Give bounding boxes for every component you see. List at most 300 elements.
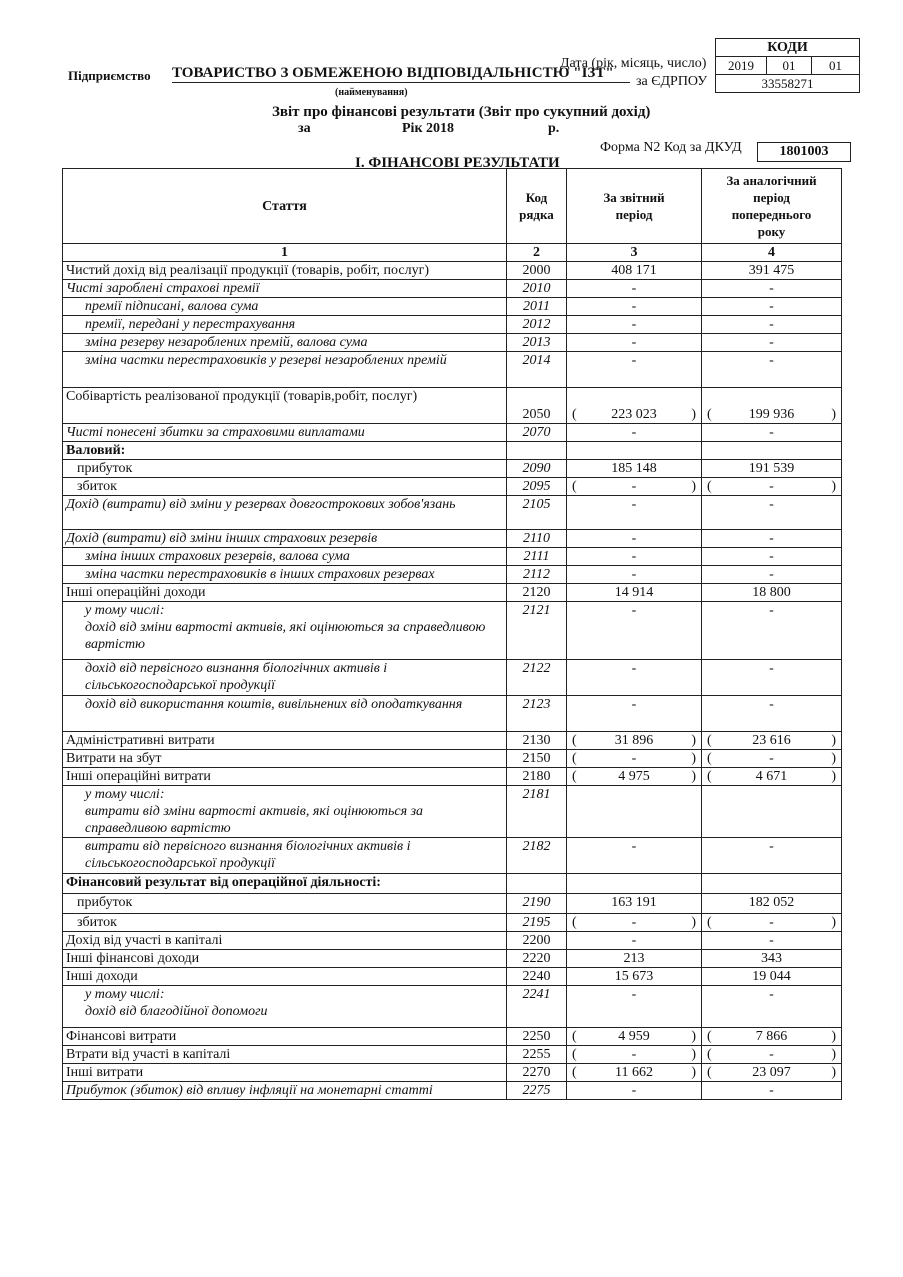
table-row	[63, 478, 842, 496]
row-current-value	[567, 894, 702, 914]
value-text: -	[769, 697, 774, 712]
close-paren: )	[831, 1029, 836, 1044]
row-label	[63, 1046, 507, 1064]
table-row	[63, 262, 842, 280]
close-paren: )	[691, 479, 696, 494]
value-text: 23 097	[752, 1065, 791, 1080]
row-current-value	[567, 838, 702, 874]
row-previous-value	[702, 334, 842, 352]
row-previous-value	[702, 352, 842, 388]
row-code: 2000	[507, 262, 567, 280]
value-text: -	[769, 353, 774, 368]
row-previous-value	[702, 750, 842, 768]
row-code: 2111	[507, 548, 567, 566]
value-text: 182 052	[748, 895, 795, 910]
row-label-text: збиток	[77, 479, 117, 494]
row-previous-value	[702, 950, 842, 968]
row-previous-value	[702, 316, 842, 334]
table-row	[63, 388, 842, 424]
row-previous-value	[702, 424, 842, 442]
date-year: 2019	[716, 57, 767, 75]
table-row	[63, 298, 842, 316]
table-row	[63, 530, 842, 548]
row-label	[63, 566, 507, 584]
row-code: 2220	[507, 950, 567, 968]
table-row	[63, 914, 842, 932]
header-previous: За аналогічний період попереднього року	[702, 169, 842, 244]
row-label-text: Витрати на збут	[66, 751, 162, 766]
open-paren: (	[572, 407, 577, 422]
row-previous-value	[702, 838, 842, 874]
date-month: 01	[767, 57, 812, 75]
row-previous-value	[702, 1028, 842, 1046]
row-previous-value	[702, 298, 842, 316]
row-current-value	[567, 1082, 702, 1100]
row-current-value	[567, 566, 702, 584]
value-text: -	[769, 661, 774, 676]
form-label: Форма N2 Код за ДКУД	[600, 140, 742, 155]
row-label-text: Інші фінансові доходи	[66, 951, 200, 966]
row-current-value	[567, 280, 702, 298]
row-previous-value	[702, 1082, 842, 1100]
row-label-text: Інші операційні доходи	[66, 585, 206, 600]
value-text: 15 673	[614, 969, 654, 984]
report-title: Звіт про фінансові результати (Звіт про сукупний дохід)	[272, 104, 651, 120]
table-row	[63, 786, 842, 838]
close-paren: )	[831, 479, 836, 494]
row-previous-value	[702, 496, 842, 530]
open-paren: (	[572, 1065, 577, 1080]
row-sublabel: у тому числі:	[85, 787, 165, 802]
row-label	[63, 298, 507, 316]
row-code: 2112	[507, 566, 567, 584]
row-label-text: Фінансові витрати	[66, 1029, 177, 1044]
row-current-value	[567, 262, 702, 280]
table-row	[63, 442, 842, 460]
row-label-text: зміна інших страхових резервів, валова сума	[85, 549, 350, 564]
row-label-text: Фінансовий результат від операційної діяльності:	[66, 875, 381, 890]
row-sublabel: у тому числі:	[85, 987, 165, 1002]
value-text: -	[631, 697, 637, 712]
row-label	[63, 732, 507, 750]
value-text: -	[769, 987, 774, 1002]
edrpou-label: за ЄДРПОУ	[636, 74, 708, 89]
table-row	[63, 334, 842, 352]
row-current-value	[567, 1028, 702, 1046]
value-text: -	[769, 497, 774, 512]
close-paren: )	[691, 751, 696, 766]
row-previous-value	[702, 768, 842, 786]
close-paren: )	[691, 1029, 696, 1044]
close-paren: )	[691, 1047, 696, 1062]
table-row	[63, 838, 842, 874]
row-label-text: премії підписані, валова сума	[85, 299, 259, 314]
value-text: -	[631, 915, 637, 930]
codes-title: КОДИ	[716, 39, 860, 57]
row-code: 2250	[507, 1028, 567, 1046]
row-previous-value	[702, 530, 842, 548]
row-code: 2090	[507, 460, 567, 478]
value-text: -	[631, 1047, 637, 1062]
value-text: -	[769, 281, 774, 296]
row-label	[63, 460, 507, 478]
table-row	[63, 584, 842, 602]
row-current-value	[567, 478, 702, 496]
row-code: 2070	[507, 424, 567, 442]
row-current-value	[567, 442, 702, 460]
row-previous-value	[702, 442, 842, 460]
row-previous-value	[702, 280, 842, 298]
open-paren: (	[572, 1029, 577, 1044]
row-previous-value	[702, 602, 842, 660]
value-text: 31 896	[614, 733, 654, 748]
value-text: 408 171	[611, 263, 657, 278]
value-text: -	[631, 335, 637, 350]
value-text: -	[631, 751, 637, 766]
value-text: -	[631, 497, 637, 512]
row-code: 2255	[507, 1046, 567, 1064]
row-current-value	[567, 530, 702, 548]
open-paren: (	[572, 733, 577, 748]
row-label-text: витрати від первісного визнання біологічних активів і сільськогосподарської продукції	[85, 839, 411, 871]
value-text: -	[631, 299, 637, 314]
open-paren: (	[707, 1065, 712, 1080]
row-label-text: Собівартість реалізованої продукції (товарів,робіт, послуг)	[66, 389, 418, 404]
row-label-text: Дохід від участі в капіталі	[66, 933, 223, 948]
row-label	[63, 442, 507, 460]
row-label-text: дохід від первісного визнання біологічних активів і сільськогосподарської продукції	[85, 661, 388, 693]
value-text: -	[631, 603, 637, 618]
row-label	[63, 838, 507, 874]
close-paren: )	[831, 733, 836, 748]
row-code: 2241	[507, 986, 567, 1028]
row-code: 2122	[507, 660, 567, 696]
row-label-text: Інші доходи	[66, 969, 138, 984]
row-label	[63, 986, 507, 1028]
row-current-value	[567, 334, 702, 352]
table-row	[63, 460, 842, 478]
row-current-value	[567, 874, 702, 894]
close-paren: )	[691, 915, 696, 930]
value-text: 11 662	[615, 1065, 653, 1080]
row-label-text: Чисті понесені збитки за страховими виплатами	[66, 425, 365, 440]
table-row	[63, 986, 842, 1028]
period-value: Рік 2018	[402, 121, 455, 136]
row-code: 2013	[507, 334, 567, 352]
row-label-text: витрати від зміни вартості активів, які оцінюються за справедливою вартістю	[85, 804, 424, 836]
close-paren: )	[691, 733, 696, 748]
table-row	[63, 424, 842, 442]
row-current-value	[567, 914, 702, 932]
table-row	[63, 750, 842, 768]
row-previous-value	[702, 894, 842, 914]
value-text: -	[769, 839, 774, 854]
row-label-text: дохід від благодійної допомоги	[85, 1004, 268, 1019]
row-label	[63, 548, 507, 566]
value-text: -	[769, 567, 774, 582]
value-text: -	[631, 353, 637, 368]
row-previous-value	[702, 478, 842, 496]
header-article: Стаття	[63, 169, 507, 244]
row-code: 2110	[507, 530, 567, 548]
header-code: Код рядка	[507, 169, 567, 244]
table-row	[63, 874, 842, 894]
table-row	[63, 768, 842, 786]
row-code: 2123	[507, 696, 567, 732]
close-paren: )	[831, 1047, 836, 1062]
row-previous-value	[702, 1064, 842, 1082]
value-text: 185 148	[611, 461, 657, 476]
table-row	[63, 1082, 842, 1100]
col-number-1: 1	[63, 244, 507, 262]
row-current-value	[567, 968, 702, 986]
table-row	[63, 950, 842, 968]
period-suffix: р.	[548, 121, 560, 136]
row-code: 2014	[507, 352, 567, 388]
value-text: -	[769, 915, 774, 930]
row-label	[63, 334, 507, 352]
row-label-text: Валовий:	[66, 443, 126, 458]
row-current-value	[567, 696, 702, 732]
value-text: -	[631, 661, 637, 676]
row-label-text: Інші витрати	[66, 1065, 144, 1080]
row-previous-value	[702, 932, 842, 950]
row-code: 2120	[507, 584, 567, 602]
table-row	[63, 732, 842, 750]
row-label	[63, 388, 507, 424]
company-sub: (найменування)	[335, 87, 408, 98]
table-row	[63, 1046, 842, 1064]
row-current-value	[567, 932, 702, 950]
value-text: -	[631, 317, 637, 332]
close-paren: )	[831, 915, 836, 930]
value-text: -	[631, 549, 637, 564]
value-text: -	[631, 479, 637, 494]
row-code: 2200	[507, 932, 567, 950]
row-code	[507, 874, 567, 894]
row-label	[63, 660, 507, 696]
value-text: -	[769, 1083, 774, 1098]
row-code	[507, 442, 567, 460]
row-current-value	[567, 768, 702, 786]
row-current-value	[567, 750, 702, 768]
row-code: 2180	[507, 768, 567, 786]
open-paren: (	[572, 1047, 577, 1062]
row-previous-value	[702, 874, 842, 894]
row-label	[63, 914, 507, 932]
close-paren: )	[831, 769, 836, 784]
row-label	[63, 894, 507, 914]
row-label	[63, 786, 507, 838]
value-text: 4 671	[755, 769, 788, 784]
row-label	[63, 874, 507, 894]
row-code: 2121	[507, 602, 567, 660]
row-label	[63, 602, 507, 660]
row-label-text: зміна резерву незароблених премій, валова сума	[85, 335, 368, 350]
open-paren: (	[572, 915, 577, 930]
close-paren: )	[691, 407, 696, 422]
row-previous-value	[702, 786, 842, 838]
value-text: 343	[761, 951, 782, 966]
open-paren: (	[707, 1047, 712, 1062]
value-text: -	[769, 531, 774, 546]
row-label	[63, 750, 507, 768]
table-row	[63, 496, 842, 530]
company-label: Підприємство	[68, 68, 151, 83]
row-code: 2270	[507, 1064, 567, 1082]
table-row	[63, 894, 842, 914]
value-text: 199 936	[748, 407, 795, 422]
row-code: 2195	[507, 914, 567, 932]
table-row	[63, 932, 842, 950]
value-text: -	[631, 425, 637, 440]
row-label	[63, 424, 507, 442]
financial-results-table	[62, 168, 842, 1100]
value-text: 4 975	[618, 769, 650, 784]
row-code: 2181	[507, 786, 567, 838]
table-row	[63, 1028, 842, 1046]
row-label	[63, 1064, 507, 1082]
row-code: 2190	[507, 894, 567, 914]
form-code: 1801003	[757, 142, 851, 162]
row-previous-value	[702, 1046, 842, 1064]
open-paren: (	[572, 479, 577, 494]
value-text: -	[769, 549, 774, 564]
table-row	[63, 352, 842, 388]
row-code: 2182	[507, 838, 567, 874]
open-paren: (	[572, 769, 577, 784]
header-current: За звітний період	[567, 169, 702, 244]
table-row	[63, 660, 842, 696]
row-code: 2105	[507, 496, 567, 530]
table-row	[63, 566, 842, 584]
period-prefix: за	[298, 121, 311, 136]
row-current-value	[567, 352, 702, 388]
edrpou-code: 33558271	[716, 75, 860, 93]
value-text: -	[769, 751, 774, 766]
table-row	[63, 968, 842, 986]
open-paren: (	[707, 733, 712, 748]
row-label	[63, 496, 507, 530]
row-label-text: дохід від зміни вартості активів, які оцінюються за справедливою вартістю	[85, 620, 486, 652]
table-row	[63, 316, 842, 334]
row-previous-value	[702, 388, 842, 424]
value-text: 23 616	[752, 733, 791, 748]
row-label-text: прибуток	[77, 895, 133, 910]
open-paren: (	[707, 915, 712, 930]
row-label-text: Дохід (витрати) від зміни у резервах довгострокових зобов'язань	[66, 497, 456, 512]
row-label	[63, 262, 507, 280]
row-label	[63, 530, 507, 548]
open-paren: (	[707, 769, 712, 784]
table-row	[63, 280, 842, 298]
row-current-value	[567, 548, 702, 566]
value-text: -	[769, 335, 774, 350]
row-label	[63, 1082, 507, 1100]
row-label-text: зміна частки перестраховиків у резерві незароблених премій	[85, 353, 447, 368]
row-current-value	[567, 424, 702, 442]
row-code: 2010	[507, 280, 567, 298]
value-text: -	[631, 531, 637, 546]
value-text: -	[769, 933, 774, 948]
value-text: -	[631, 933, 637, 948]
value-text: 7 866	[755, 1029, 788, 1044]
section-title: І. ФІНАНСОВІ РЕЗУЛЬТАТИ	[355, 155, 560, 171]
row-label	[63, 950, 507, 968]
row-sublabel: у тому числі:	[85, 603, 165, 618]
codes-table	[715, 38, 860, 93]
value-text: 213	[623, 951, 645, 966]
value-text: 14 914	[614, 585, 654, 600]
row-label	[63, 1028, 507, 1046]
row-code: 2011	[507, 298, 567, 316]
row-previous-value	[702, 696, 842, 732]
row-current-value	[567, 298, 702, 316]
value-text: 223 023	[611, 407, 657, 422]
row-label-text: премії, передані у перестрахування	[85, 317, 296, 332]
value-text: -	[769, 299, 774, 314]
row-previous-value	[702, 584, 842, 602]
row-label	[63, 768, 507, 786]
row-previous-value	[702, 262, 842, 280]
row-current-value	[567, 1064, 702, 1082]
value-text: -	[769, 425, 774, 440]
open-paren: (	[572, 751, 577, 766]
open-paren: (	[707, 407, 712, 422]
col-number-3: 3	[567, 244, 702, 262]
row-current-value	[567, 460, 702, 478]
row-label	[63, 352, 507, 388]
row-label-text: Чистий дохід від реалізації продукції (товарів, робіт, послуг)	[66, 263, 429, 278]
row-previous-value	[702, 732, 842, 750]
close-paren: )	[691, 769, 696, 784]
row-label	[63, 696, 507, 732]
row-label-text: дохід від використання коштів, вивільнених від оподаткування	[85, 697, 463, 712]
value-text: -	[769, 317, 774, 332]
value-text: -	[631, 567, 637, 582]
value-text: -	[631, 281, 637, 296]
value-text: 19 044	[752, 969, 791, 984]
value-text: 191 539	[748, 461, 795, 476]
open-paren: (	[707, 479, 712, 494]
row-current-value	[567, 950, 702, 968]
row-label	[63, 968, 507, 986]
row-previous-value	[702, 914, 842, 932]
date-day: 01	[812, 57, 860, 75]
row-current-value	[567, 316, 702, 334]
row-label-text: Прибуток (збиток) від впливу інфляції на монетарні статті	[66, 1083, 433, 1098]
value-text: -	[631, 839, 637, 854]
row-code: 2240	[507, 968, 567, 986]
row-current-value	[567, 986, 702, 1028]
row-code: 2095	[507, 478, 567, 496]
row-previous-value	[702, 548, 842, 566]
row-code: 2150	[507, 750, 567, 768]
row-label	[63, 932, 507, 950]
value-text: 18 800	[752, 585, 791, 600]
open-paren: (	[707, 751, 712, 766]
row-current-value	[567, 786, 702, 838]
row-label-text: Інші операційні витрати	[66, 769, 211, 784]
open-paren: (	[707, 1029, 712, 1044]
row-current-value	[567, 602, 702, 660]
row-previous-value	[702, 986, 842, 1028]
row-previous-value	[702, 968, 842, 986]
date-label: Дата (рік, місяць, число)	[560, 56, 707, 71]
row-current-value	[567, 1046, 702, 1064]
row-label	[63, 280, 507, 298]
close-paren: )	[691, 1065, 696, 1080]
